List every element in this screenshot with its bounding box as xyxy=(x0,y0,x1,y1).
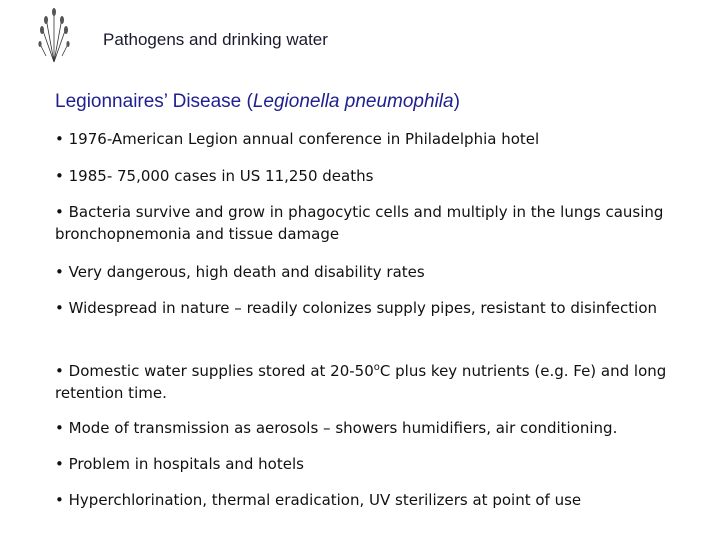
bullet-text: Hyperchlorination, thermal eradication, UV sterilizers at point of use xyxy=(68,491,582,509)
bullet-item-temperature xyxy=(55,357,695,404)
bullet-symbol: • xyxy=(55,419,64,437)
bullet-symbol: • xyxy=(55,203,64,221)
bullet-text-after: C plus key nutrients (e.g. Fe) and long retention time. xyxy=(55,362,667,402)
bullet-item xyxy=(55,489,695,511)
bullet-text: 1976-American Legion annual conference in Philadelphia hotel xyxy=(68,130,540,148)
bullet-symbol: • xyxy=(55,263,64,281)
bullet-symbol: • xyxy=(55,299,64,317)
bullet-item xyxy=(55,165,695,187)
bullet-text: Mode of transmission as aerosols – showers humidifiers, air conditioning. xyxy=(68,419,618,437)
bullet-symbol: • xyxy=(55,167,64,185)
bullet-item xyxy=(55,128,695,150)
bullet-item xyxy=(55,261,695,283)
degree-superscript: o xyxy=(373,362,380,373)
heading-end: ) xyxy=(453,91,460,112)
bullet-symbol: • xyxy=(55,362,64,380)
bullet-text-before: Domestic water supplies stored at 20-50 xyxy=(68,362,374,380)
bullet-item xyxy=(55,201,695,245)
bullet-symbol: • xyxy=(55,491,64,509)
wheat-plant-icon xyxy=(36,4,72,64)
bullet-text: Bacteria survive and grow in phagocytic cells and multiply in the lungs causing bronchopnemonia and tissue damage xyxy=(55,203,664,243)
bullet-symbol: • xyxy=(55,455,64,473)
slide-heading xyxy=(55,91,460,113)
heading-main: Legionnaires’ Disease ( xyxy=(55,91,253,112)
bullet-text: 1985- 75,000 cases in US 11,250 deaths xyxy=(68,167,374,185)
heading-species: Legionella pneumophila xyxy=(252,91,454,112)
bullet-text: Problem in hospitals and hotels xyxy=(68,455,304,473)
bullet-text: Widespread in nature – readily colonizes supply pipes, resistant to disinfection xyxy=(68,299,658,317)
bullet-item xyxy=(55,297,695,319)
bullet-symbol: • xyxy=(55,130,64,148)
bullet-text: Very dangerous, high death and disability rates xyxy=(68,263,425,281)
bullet-item xyxy=(55,453,695,475)
bullet-item xyxy=(55,417,695,439)
header-title: Pathogens and drinking water xyxy=(103,30,328,49)
